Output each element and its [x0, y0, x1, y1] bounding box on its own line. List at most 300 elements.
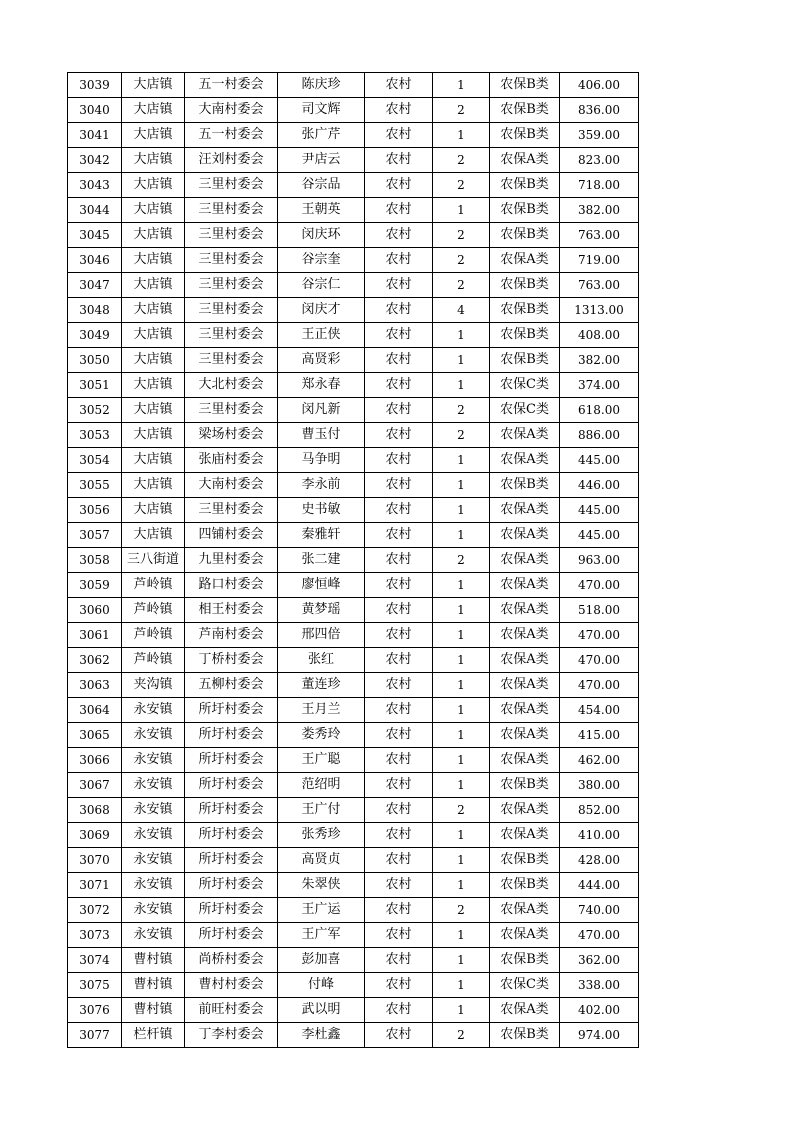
category-cell: 农保B类 — [490, 848, 560, 873]
name-cell: 王正侠 — [278, 323, 365, 348]
name-cell: 武以明 — [278, 998, 365, 1023]
household-size-cell: 1 — [433, 873, 490, 898]
town-cell: 永安镇 — [122, 923, 185, 948]
table-row — [68, 873, 639, 898]
category-cell: 农保B类 — [490, 98, 560, 123]
table-row — [68, 798, 639, 823]
village-committee-cell: 张庙村委会 — [185, 448, 278, 473]
village-committee-cell: 三里村委会 — [185, 173, 278, 198]
amount-cell: 823.00 — [560, 148, 639, 173]
serial-number-cell: 3042 — [68, 148, 122, 173]
table-row — [68, 698, 639, 723]
name-cell: 李永前 — [278, 473, 365, 498]
name-cell: 王月兰 — [278, 698, 365, 723]
serial-number-cell: 3074 — [68, 948, 122, 973]
village-committee-cell: 所圩村委会 — [185, 698, 278, 723]
name-cell: 张红 — [278, 648, 365, 673]
amount-cell: 428.00 — [560, 848, 639, 873]
town-cell: 永安镇 — [122, 873, 185, 898]
area-type-cell: 农村 — [365, 1023, 433, 1048]
town-cell: 大店镇 — [122, 323, 185, 348]
serial-number-cell: 3056 — [68, 498, 122, 523]
household-size-cell: 1 — [433, 698, 490, 723]
town-cell: 永安镇 — [122, 848, 185, 873]
area-type-cell: 农村 — [365, 348, 433, 373]
category-cell: 农保A类 — [490, 998, 560, 1023]
serial-number-cell: 3066 — [68, 748, 122, 773]
category-cell: 农保B类 — [490, 173, 560, 198]
name-cell: 陈庆珍 — [278, 73, 365, 98]
category-cell: 农保A类 — [490, 598, 560, 623]
area-type-cell: 农村 — [365, 273, 433, 298]
table-row — [68, 623, 639, 648]
table-row — [68, 723, 639, 748]
serial-number-cell: 3048 — [68, 298, 122, 323]
area-type-cell: 农村 — [365, 898, 433, 923]
serial-number-cell: 3067 — [68, 773, 122, 798]
category-cell: 农保C类 — [490, 373, 560, 398]
amount-cell: 338.00 — [560, 973, 639, 998]
area-type-cell: 农村 — [365, 298, 433, 323]
serial-number-cell: 3046 — [68, 248, 122, 273]
amount-cell: 445.00 — [560, 498, 639, 523]
household-size-cell: 1 — [433, 723, 490, 748]
category-cell: 农保A类 — [490, 723, 560, 748]
serial-number-cell: 3041 — [68, 123, 122, 148]
town-cell: 大店镇 — [122, 248, 185, 273]
category-cell: 农保B类 — [490, 948, 560, 973]
serial-number-cell: 3063 — [68, 673, 122, 698]
name-cell: 闵凡新 — [278, 398, 365, 423]
area-type-cell: 农村 — [365, 723, 433, 748]
area-type-cell: 农村 — [365, 148, 433, 173]
amount-cell: 410.00 — [560, 823, 639, 848]
village-committee-cell: 大南村委会 — [185, 98, 278, 123]
serial-number-cell: 3039 — [68, 73, 122, 98]
village-committee-cell: 所圩村委会 — [185, 773, 278, 798]
town-cell: 芦岭镇 — [122, 573, 185, 598]
serial-number-cell: 3054 — [68, 448, 122, 473]
town-cell: 大店镇 — [122, 223, 185, 248]
town-cell: 大店镇 — [122, 423, 185, 448]
amount-cell: 406.00 — [560, 73, 639, 98]
area-type-cell: 农村 — [365, 173, 433, 198]
serial-number-cell: 3044 — [68, 198, 122, 223]
household-size-cell: 1 — [433, 373, 490, 398]
area-type-cell: 农村 — [365, 123, 433, 148]
name-cell: 董连珍 — [278, 673, 365, 698]
household-size-cell: 1 — [433, 623, 490, 648]
town-cell: 芦岭镇 — [122, 648, 185, 673]
name-cell: 范绍明 — [278, 773, 365, 798]
amount-cell: 359.00 — [560, 123, 639, 148]
amount-cell: 470.00 — [560, 923, 639, 948]
amount-cell: 618.00 — [560, 398, 639, 423]
amount-cell: 836.00 — [560, 98, 639, 123]
town-cell: 大店镇 — [122, 198, 185, 223]
name-cell: 史书敏 — [278, 498, 365, 523]
town-cell: 永安镇 — [122, 723, 185, 748]
serial-number-cell: 3073 — [68, 923, 122, 948]
village-committee-cell: 五一村委会 — [185, 123, 278, 148]
village-committee-cell: 所圩村委会 — [185, 898, 278, 923]
category-cell: 农保A类 — [490, 573, 560, 598]
table-row — [68, 273, 639, 298]
table-row — [68, 848, 639, 873]
category-cell: 农保A类 — [490, 448, 560, 473]
name-cell: 王朝英 — [278, 198, 365, 223]
serial-number-cell: 3072 — [68, 898, 122, 923]
household-size-cell: 1 — [433, 123, 490, 148]
village-committee-cell: 梁场村委会 — [185, 423, 278, 448]
serial-number-cell: 3058 — [68, 548, 122, 573]
table-row — [68, 373, 639, 398]
name-cell: 张秀珍 — [278, 823, 365, 848]
amount-cell: 374.00 — [560, 373, 639, 398]
name-cell: 秦雅轩 — [278, 523, 365, 548]
household-size-cell: 2 — [433, 423, 490, 448]
amount-cell: 740.00 — [560, 898, 639, 923]
area-type-cell: 农村 — [365, 523, 433, 548]
table-row — [68, 898, 639, 923]
name-cell: 马争明 — [278, 448, 365, 473]
area-type-cell: 农村 — [365, 773, 433, 798]
household-size-cell: 2 — [433, 98, 490, 123]
area-type-cell: 农村 — [365, 623, 433, 648]
serial-number-cell: 3053 — [68, 423, 122, 448]
area-type-cell: 农村 — [365, 223, 433, 248]
category-cell: 农保B类 — [490, 1023, 560, 1048]
serial-number-cell: 3040 — [68, 98, 122, 123]
table-row — [68, 448, 639, 473]
village-committee-cell: 所圩村委会 — [185, 748, 278, 773]
village-committee-cell: 曹村村委会 — [185, 973, 278, 998]
household-size-cell: 2 — [433, 173, 490, 198]
village-committee-cell: 三里村委会 — [185, 273, 278, 298]
amount-cell: 454.00 — [560, 698, 639, 723]
category-cell: 农保A类 — [490, 923, 560, 948]
town-cell: 永安镇 — [122, 748, 185, 773]
serial-number-cell: 3051 — [68, 373, 122, 398]
area-type-cell: 农村 — [365, 798, 433, 823]
name-cell: 朱翠侠 — [278, 873, 365, 898]
village-committee-cell: 所圩村委会 — [185, 823, 278, 848]
table-row — [68, 148, 639, 173]
area-type-cell: 农村 — [365, 323, 433, 348]
household-size-cell: 1 — [433, 673, 490, 698]
serial-number-cell: 3062 — [68, 648, 122, 673]
category-cell: 农保A类 — [490, 423, 560, 448]
town-cell: 栏杆镇 — [122, 1023, 185, 1048]
category-cell: 农保A类 — [490, 623, 560, 648]
table-row — [68, 973, 639, 998]
serial-number-cell: 3043 — [68, 173, 122, 198]
name-cell: 谷宗品 — [278, 173, 365, 198]
amount-cell: 1313.00 — [560, 298, 639, 323]
name-cell: 王广军 — [278, 923, 365, 948]
table-row — [68, 123, 639, 148]
name-cell: 王广付 — [278, 798, 365, 823]
household-size-cell: 2 — [433, 148, 490, 173]
village-committee-cell: 三里村委会 — [185, 398, 278, 423]
town-cell: 大店镇 — [122, 498, 185, 523]
name-cell: 郑永春 — [278, 373, 365, 398]
amount-cell: 852.00 — [560, 798, 639, 823]
name-cell: 高贤贞 — [278, 848, 365, 873]
name-cell: 高贤彩 — [278, 348, 365, 373]
table-row — [68, 173, 639, 198]
amount-cell: 415.00 — [560, 723, 639, 748]
area-type-cell: 农村 — [365, 548, 433, 573]
name-cell: 司文辉 — [278, 98, 365, 123]
category-cell: 农保A类 — [490, 548, 560, 573]
household-size-cell: 1 — [433, 323, 490, 348]
amount-cell: 462.00 — [560, 748, 639, 773]
category-cell: 农保A类 — [490, 748, 560, 773]
category-cell: 农保B类 — [490, 123, 560, 148]
household-size-cell: 1 — [433, 748, 490, 773]
table-row — [68, 473, 639, 498]
category-cell: 农保B类 — [490, 298, 560, 323]
amount-cell: 402.00 — [560, 998, 639, 1023]
name-cell: 黄梦瑶 — [278, 598, 365, 623]
name-cell: 邢四倍 — [278, 623, 365, 648]
serial-number-cell: 3047 — [68, 273, 122, 298]
area-type-cell: 农村 — [365, 98, 433, 123]
table-row — [68, 748, 639, 773]
village-committee-cell: 四铺村委会 — [185, 523, 278, 548]
household-size-cell: 1 — [433, 573, 490, 598]
table-row — [68, 298, 639, 323]
area-type-cell: 农村 — [365, 73, 433, 98]
serial-number-cell: 3059 — [68, 573, 122, 598]
area-type-cell: 农村 — [365, 648, 433, 673]
village-committee-cell: 路口村委会 — [185, 573, 278, 598]
household-size-cell: 1 — [433, 923, 490, 948]
category-cell: 农保A类 — [490, 148, 560, 173]
amount-cell: 974.00 — [560, 1023, 639, 1048]
serial-number-cell: 3075 — [68, 973, 122, 998]
area-type-cell: 农村 — [365, 198, 433, 223]
town-cell: 大店镇 — [122, 273, 185, 298]
amount-cell: 446.00 — [560, 473, 639, 498]
name-cell: 尹店云 — [278, 148, 365, 173]
town-cell: 大店镇 — [122, 348, 185, 373]
name-cell: 廖恒峰 — [278, 573, 365, 598]
household-size-cell: 4 — [433, 298, 490, 323]
village-committee-cell: 前旺村委会 — [185, 998, 278, 1023]
serial-number-cell: 3052 — [68, 398, 122, 423]
area-type-cell: 农村 — [365, 673, 433, 698]
table-row — [68, 573, 639, 598]
town-cell: 大店镇 — [122, 473, 185, 498]
village-committee-cell: 三里村委会 — [185, 248, 278, 273]
category-cell: 农保B类 — [490, 348, 560, 373]
name-cell: 张广芹 — [278, 123, 365, 148]
serial-number-cell: 3077 — [68, 1023, 122, 1048]
name-cell: 付峰 — [278, 973, 365, 998]
name-cell: 谷宗奎 — [278, 248, 365, 273]
village-committee-cell: 汪刘村委会 — [185, 148, 278, 173]
village-committee-cell: 三里村委会 — [185, 348, 278, 373]
household-size-cell: 2 — [433, 223, 490, 248]
amount-cell: 763.00 — [560, 223, 639, 248]
household-size-cell: 1 — [433, 498, 490, 523]
category-cell: 农保B类 — [490, 198, 560, 223]
table-row — [68, 498, 639, 523]
amount-cell: 444.00 — [560, 873, 639, 898]
area-type-cell: 农村 — [365, 248, 433, 273]
household-size-cell: 1 — [433, 473, 490, 498]
village-committee-cell: 丁李村委会 — [185, 1023, 278, 1048]
household-size-cell: 1 — [433, 823, 490, 848]
household-size-cell: 1 — [433, 198, 490, 223]
town-cell: 大店镇 — [122, 523, 185, 548]
town-cell: 永安镇 — [122, 698, 185, 723]
serial-number-cell: 3057 — [68, 523, 122, 548]
area-type-cell: 农村 — [365, 373, 433, 398]
serial-number-cell: 3071 — [68, 873, 122, 898]
table-row — [68, 223, 639, 248]
serial-number-cell: 3049 — [68, 323, 122, 348]
area-type-cell: 农村 — [365, 948, 433, 973]
table-row — [68, 948, 639, 973]
serial-number-cell: 3070 — [68, 848, 122, 873]
category-cell: 农保A类 — [490, 798, 560, 823]
household-size-cell: 1 — [433, 973, 490, 998]
village-committee-cell: 五柳村委会 — [185, 673, 278, 698]
category-cell: 农保A类 — [490, 698, 560, 723]
amount-cell: 470.00 — [560, 623, 639, 648]
household-size-cell: 2 — [433, 798, 490, 823]
town-cell: 曹村镇 — [122, 998, 185, 1023]
category-cell: 农保B类 — [490, 73, 560, 98]
town-cell: 大店镇 — [122, 373, 185, 398]
village-committee-cell: 大南村委会 — [185, 473, 278, 498]
category-cell: 农保B类 — [490, 223, 560, 248]
village-committee-cell: 所圩村委会 — [185, 923, 278, 948]
amount-cell: 445.00 — [560, 448, 639, 473]
table-row — [68, 648, 639, 673]
amount-cell: 718.00 — [560, 173, 639, 198]
table-row — [68, 348, 639, 373]
area-type-cell: 农村 — [365, 448, 433, 473]
town-cell: 大店镇 — [122, 398, 185, 423]
category-cell: 农保B类 — [490, 773, 560, 798]
town-cell: 曹村镇 — [122, 973, 185, 998]
town-cell: 大店镇 — [122, 73, 185, 98]
amount-cell: 518.00 — [560, 598, 639, 623]
serial-number-cell: 3068 — [68, 798, 122, 823]
village-committee-cell: 芦南村委会 — [185, 623, 278, 648]
name-cell: 彭加喜 — [278, 948, 365, 973]
village-committee-cell: 三里村委会 — [185, 323, 278, 348]
amount-cell: 362.00 — [560, 948, 639, 973]
category-cell: 农保C类 — [490, 973, 560, 998]
serial-number-cell: 3064 — [68, 698, 122, 723]
category-cell: 农保A类 — [490, 248, 560, 273]
village-committee-cell: 所圩村委会 — [185, 848, 278, 873]
town-cell: 大店镇 — [122, 148, 185, 173]
area-type-cell: 农村 — [365, 473, 433, 498]
village-committee-cell: 三里村委会 — [185, 298, 278, 323]
table-row — [68, 248, 639, 273]
household-size-cell: 1 — [433, 598, 490, 623]
amount-cell: 382.00 — [560, 348, 639, 373]
area-type-cell: 农村 — [365, 598, 433, 623]
category-cell: 农保B类 — [490, 873, 560, 898]
area-type-cell: 农村 — [365, 848, 433, 873]
household-size-cell: 2 — [433, 548, 490, 573]
table-row — [68, 998, 639, 1023]
serial-number-cell: 3045 — [68, 223, 122, 248]
table-row — [68, 323, 639, 348]
category-cell: 农保B类 — [490, 473, 560, 498]
household-size-cell: 1 — [433, 848, 490, 873]
household-size-cell: 2 — [433, 248, 490, 273]
table-row — [68, 398, 639, 423]
serial-number-cell: 3050 — [68, 348, 122, 373]
village-committee-cell: 五一村委会 — [185, 73, 278, 98]
area-type-cell: 农村 — [365, 973, 433, 998]
village-committee-cell: 尚桥村委会 — [185, 948, 278, 973]
category-cell: 农保A类 — [490, 898, 560, 923]
village-committee-cell: 三里村委会 — [185, 198, 278, 223]
table-row — [68, 198, 639, 223]
area-type-cell: 农村 — [365, 923, 433, 948]
village-committee-cell: 相王村委会 — [185, 598, 278, 623]
household-size-cell: 1 — [433, 448, 490, 473]
amount-cell: 963.00 — [560, 548, 639, 573]
category-cell: 农保A类 — [490, 498, 560, 523]
area-type-cell: 农村 — [365, 398, 433, 423]
table-row — [68, 1023, 639, 1048]
name-cell: 李杜鑫 — [278, 1023, 365, 1048]
serial-number-cell: 3061 — [68, 623, 122, 648]
serial-number-cell: 3055 — [68, 473, 122, 498]
serial-number-cell: 3065 — [68, 723, 122, 748]
area-type-cell: 农村 — [365, 823, 433, 848]
name-cell: 谷宗仁 — [278, 273, 365, 298]
area-type-cell: 农村 — [365, 423, 433, 448]
amount-cell: 408.00 — [560, 323, 639, 348]
table-row — [68, 98, 639, 123]
town-cell: 夹沟镇 — [122, 673, 185, 698]
town-cell: 大店镇 — [122, 448, 185, 473]
village-committee-cell: 三里村委会 — [185, 498, 278, 523]
household-size-cell: 2 — [433, 273, 490, 298]
name-cell: 张二建 — [278, 548, 365, 573]
town-cell: 永安镇 — [122, 898, 185, 923]
area-type-cell: 农村 — [365, 498, 433, 523]
name-cell: 娄秀玲 — [278, 723, 365, 748]
records-table — [67, 72, 639, 1048]
amount-cell: 470.00 — [560, 573, 639, 598]
table-row — [68, 923, 639, 948]
name-cell: 闵庆才 — [278, 298, 365, 323]
amount-cell: 470.00 — [560, 673, 639, 698]
area-type-cell: 农村 — [365, 998, 433, 1023]
serial-number-cell: 3060 — [68, 598, 122, 623]
town-cell: 芦岭镇 — [122, 623, 185, 648]
village-committee-cell: 三里村委会 — [185, 223, 278, 248]
table-row — [68, 773, 639, 798]
town-cell: 大店镇 — [122, 298, 185, 323]
serial-number-cell: 3069 — [68, 823, 122, 848]
area-type-cell: 农村 — [365, 748, 433, 773]
table-row — [68, 73, 639, 98]
village-committee-cell: 所圩村委会 — [185, 723, 278, 748]
